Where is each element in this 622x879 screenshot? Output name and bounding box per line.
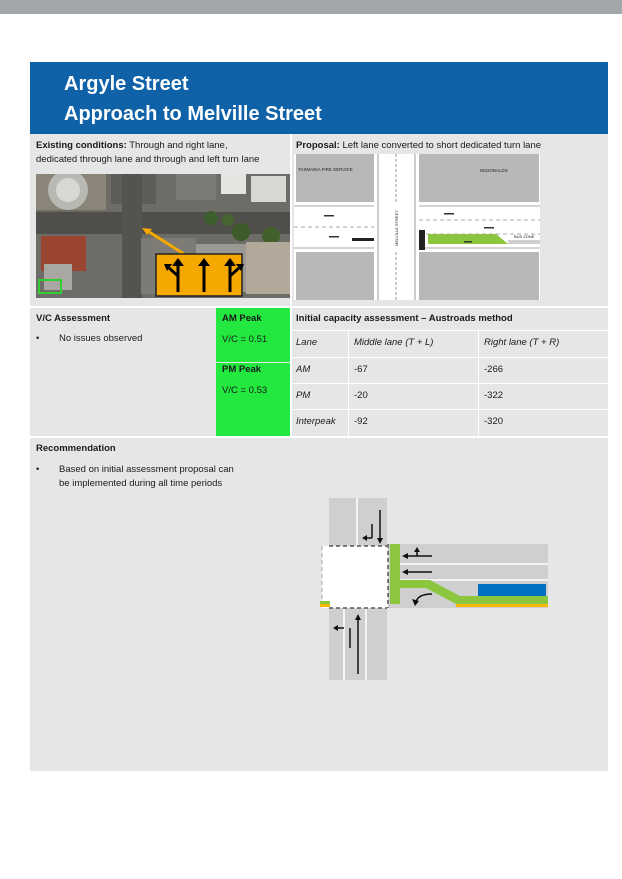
divider-horizontal-1 [30, 306, 608, 308]
table-header-right: Right lane (T + R) [484, 337, 560, 348]
recommendation-title: Recommendation [36, 443, 116, 454]
table-line-2 [292, 383, 608, 384]
aerial-photo [36, 174, 290, 298]
capacity-title: Initial capacity assessment – Austroads method [296, 313, 513, 324]
table-line-3 [292, 409, 608, 410]
recommendation-line-1: Based on initial assessment proposal can [59, 464, 234, 475]
proposal-label: Proposal: [296, 140, 340, 151]
table-row-am-label: AM [296, 364, 311, 375]
map-label-mcdonalds: McDONALDS [480, 168, 508, 173]
vc-bullet-text: No issues observed [59, 333, 143, 344]
map-label-bus: BUS ZONE [514, 234, 535, 239]
vc-bullet-dot: • [36, 333, 40, 344]
divider-horizontal-2 [30, 436, 608, 438]
map-label-fire: TASMANIA FIRE SERVICE [298, 167, 353, 172]
existing-text-1: Through and right lane, [126, 140, 228, 151]
proposal-text [296, 139, 608, 153]
table-row-pm-label: PM [296, 390, 311, 401]
table-col-line-1 [348, 330, 349, 436]
proposal-body: Left lane converted to short dedicated turn lane [339, 140, 542, 151]
page-header [30, 62, 608, 134]
existing-conditions-text [36, 139, 288, 167]
top-bar [0, 0, 622, 14]
pm-peak-cell [216, 363, 290, 436]
existing-text-2: dedicated through lane and through and left turn lane [36, 154, 260, 165]
am-peak-cell [216, 308, 290, 362]
table-col-line-2 [478, 330, 479, 436]
am-peak-label: AM Peak [222, 313, 262, 324]
table-header-lane: Lane [296, 337, 318, 348]
proposal-diagram [294, 154, 540, 300]
existing-label: Existing conditions: [36, 140, 127, 151]
pm-peak-label: PM Peak [222, 364, 262, 375]
table-row-interpeak-label: Interpeak [296, 416, 336, 427]
am-peak-value: V/C = 0.51 [222, 334, 268, 345]
pm-peak-value: V/C = 0.53 [222, 385, 268, 396]
table-row-interpeak-right: -320 [484, 416, 504, 427]
page-title: Argyle Street [64, 73, 189, 95]
divider-top-vertical [290, 134, 292, 306]
table-line-1 [292, 357, 608, 358]
vc-assessment-title: V/C Assessment [36, 313, 111, 324]
table-line-0 [292, 330, 608, 331]
table-header-middle: Middle lane (T + L) [354, 337, 434, 348]
table-row-pm-right: -322 [484, 390, 504, 401]
intersection-diagram [320, 498, 552, 682]
recommendation-line-2: be implemented during all time periods [59, 478, 223, 489]
divider-table-left [290, 306, 292, 436]
table-row-am-right: -266 [484, 364, 504, 375]
table-row-am-middle: -67 [354, 364, 368, 375]
map-label-melville: MELVILLE STREET [394, 210, 399, 246]
table-row-pm-middle: -20 [354, 390, 368, 401]
page-subtitle: Approach to Melville Street [64, 103, 322, 125]
recommendation-bullet-dot: • [36, 464, 40, 475]
table-row-interpeak-middle: -92 [354, 416, 368, 427]
content-panel [30, 134, 608, 771]
